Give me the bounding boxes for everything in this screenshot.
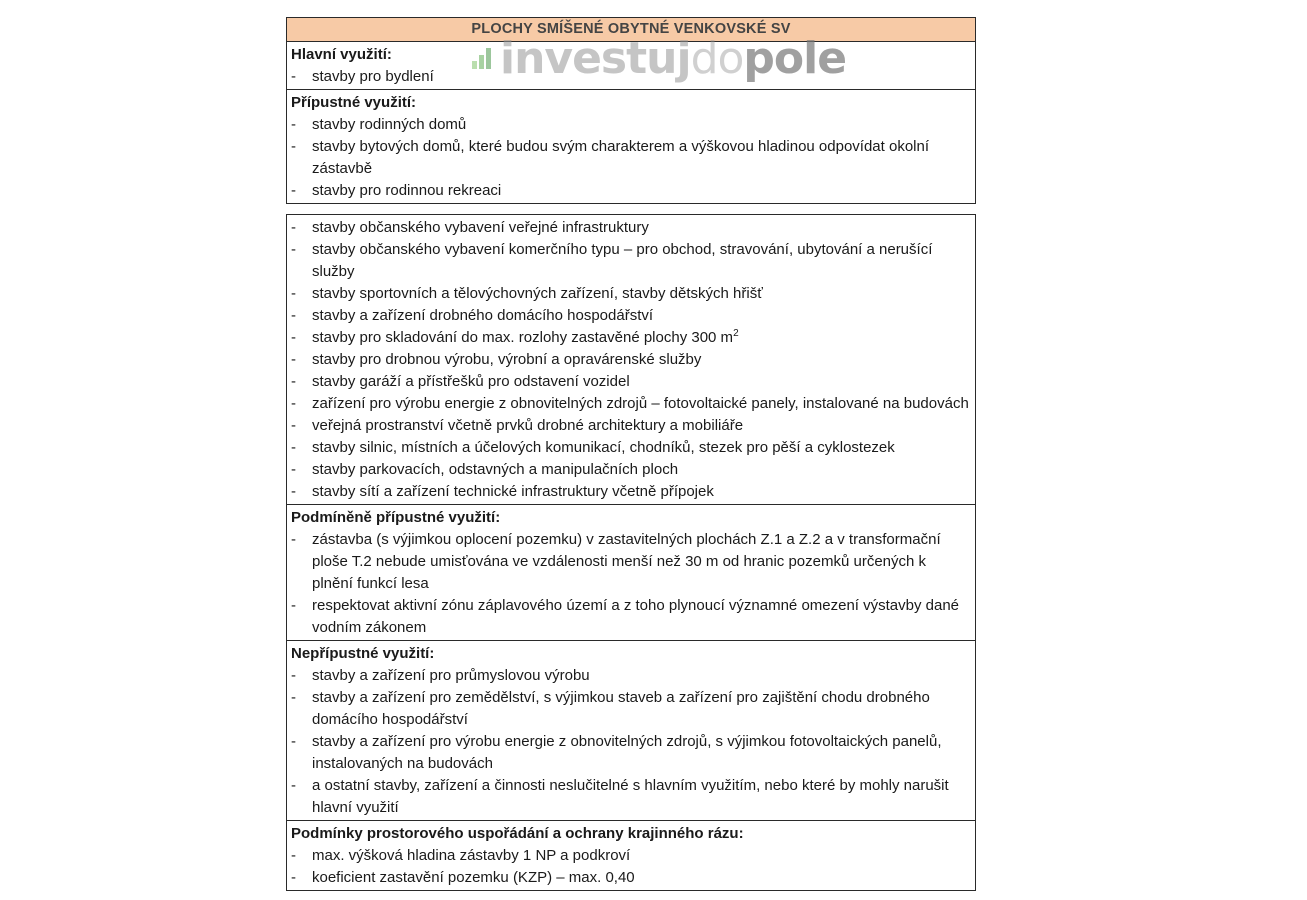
list-item: - max. výšková hladina zástavby 1 NP a podkroví [291, 847, 631, 864]
section-forbidden-use [287, 641, 975, 821]
section-heading: Podmínky prostorového uspořádání a ochrany krajinného rázu: [291, 825, 744, 842]
list-item: - stavby silnic, místních a účelových komunikací, chodníků, stezek pro pěší a cyklostezek [291, 439, 895, 456]
list-item: - stavby a zařízení pro průmyslovou výrobu [291, 667, 590, 684]
list-item: - stavby bytových domů, které budou svým charakterem a výškovou hladinou odpovídat okolní zástavbě [291, 138, 929, 177]
list-item: - stavby občanského vybavení komerčního typu – pro obchod, stravování, ubytování a nerušící služby [291, 241, 933, 280]
list-item: - stavby rodinných domů [291, 116, 467, 133]
section-permitted-use [287, 90, 975, 203]
section-main-use [287, 42, 975, 90]
list-item: - zástavba (s výjimkou oplocení pozemku) v zastavitelných plochách Z.1 a Z.2 a v transformační ploše T.2 nebude umisťována ve vzdálenosti menší než 30 m od hranic pozemků určených k plnění funkcí lesa [291, 531, 941, 592]
list-item: - stavby a zařízení drobného domácího hospodářství [291, 307, 654, 324]
list-item: - zařízení pro výrobu energie z obnovitelných zdrojů – fotovoltaické panely, instalované na budovách [291, 395, 969, 412]
list-item: - stavby a zařízení pro výrobu energie z obnovitelných zdrojů, s výjimkou fotovoltaických panelů, instalovaných na budovách [291, 733, 942, 772]
section-heading: Podmíněně přípustné využití: [291, 509, 501, 526]
section-permitted-use-continued [287, 215, 975, 505]
list-item: - stavby sportovních a tělovýchovných zařízení, stavby dětských hřišť [291, 285, 763, 302]
list-item: - respektovat aktivní zónu záplavového území a z toho plynoucí významné omezení výstavby dané vodním zákonem [291, 597, 960, 636]
list-item: - stavby parkovacích, odstavných a manipulačních ploch [291, 461, 679, 478]
table-title: PLOCHY SMÍŠENÉ OBYTNÉ VENKOVSKÉ SV [287, 18, 975, 42]
list-item: - stavby sítí a zařízení technické infrastruktury včetně přípojek [291, 483, 714, 500]
watermark-text-do: do [690, 32, 744, 84]
section-heading: Přípustné využití: [291, 94, 417, 111]
list-item: - veřejná prostranství včetně prvků drobné architektury a mobiliáře [291, 417, 744, 434]
list-item: - a ostatní stavby, zařízení a činnosti neslučitelné s hlavním využitím, nebo které by mohly narušit hlavní využití [291, 777, 949, 816]
section-spatial-conditions [287, 821, 975, 890]
list-item: - stavby pro bydlení [291, 68, 434, 85]
list-item: - stavby pro drobnou výrobu, výrobní a opravárenské služby [291, 351, 702, 368]
list-item: - stavby občanského vybavení veřejné infrastruktury [291, 219, 649, 236]
land-use-table-bottom [286, 214, 976, 891]
watermark-text-pole: pole [743, 32, 847, 84]
land-use-table-top [286, 17, 976, 204]
list-item: - stavby garáží a přístřešků pro odstavení vozidel [291, 373, 630, 390]
list-item: - stavby pro skladování do max. rozlohy zastavěné plochy 300 $m^2$ [291, 328, 739, 346]
list-item: - stavby pro rodinnou rekreaci [291, 182, 502, 199]
superscript: 2 [733, 328, 739, 339]
watermark-text-investuj: investuj [500, 32, 691, 84]
section-conditional-use [287, 505, 975, 641]
list-item: - koeficient zastavění pozemku (KZP) – max. 0,40 [291, 869, 635, 886]
section-heading: Hlavní využití: [291, 46, 392, 63]
list-item: - stavby a zařízení pro zemědělství, s výjimkou staveb a zařízení pro zajištění chodu drobného domácího hospodářství [291, 689, 930, 728]
section-heading: Nepřípustné využití: [291, 645, 435, 662]
